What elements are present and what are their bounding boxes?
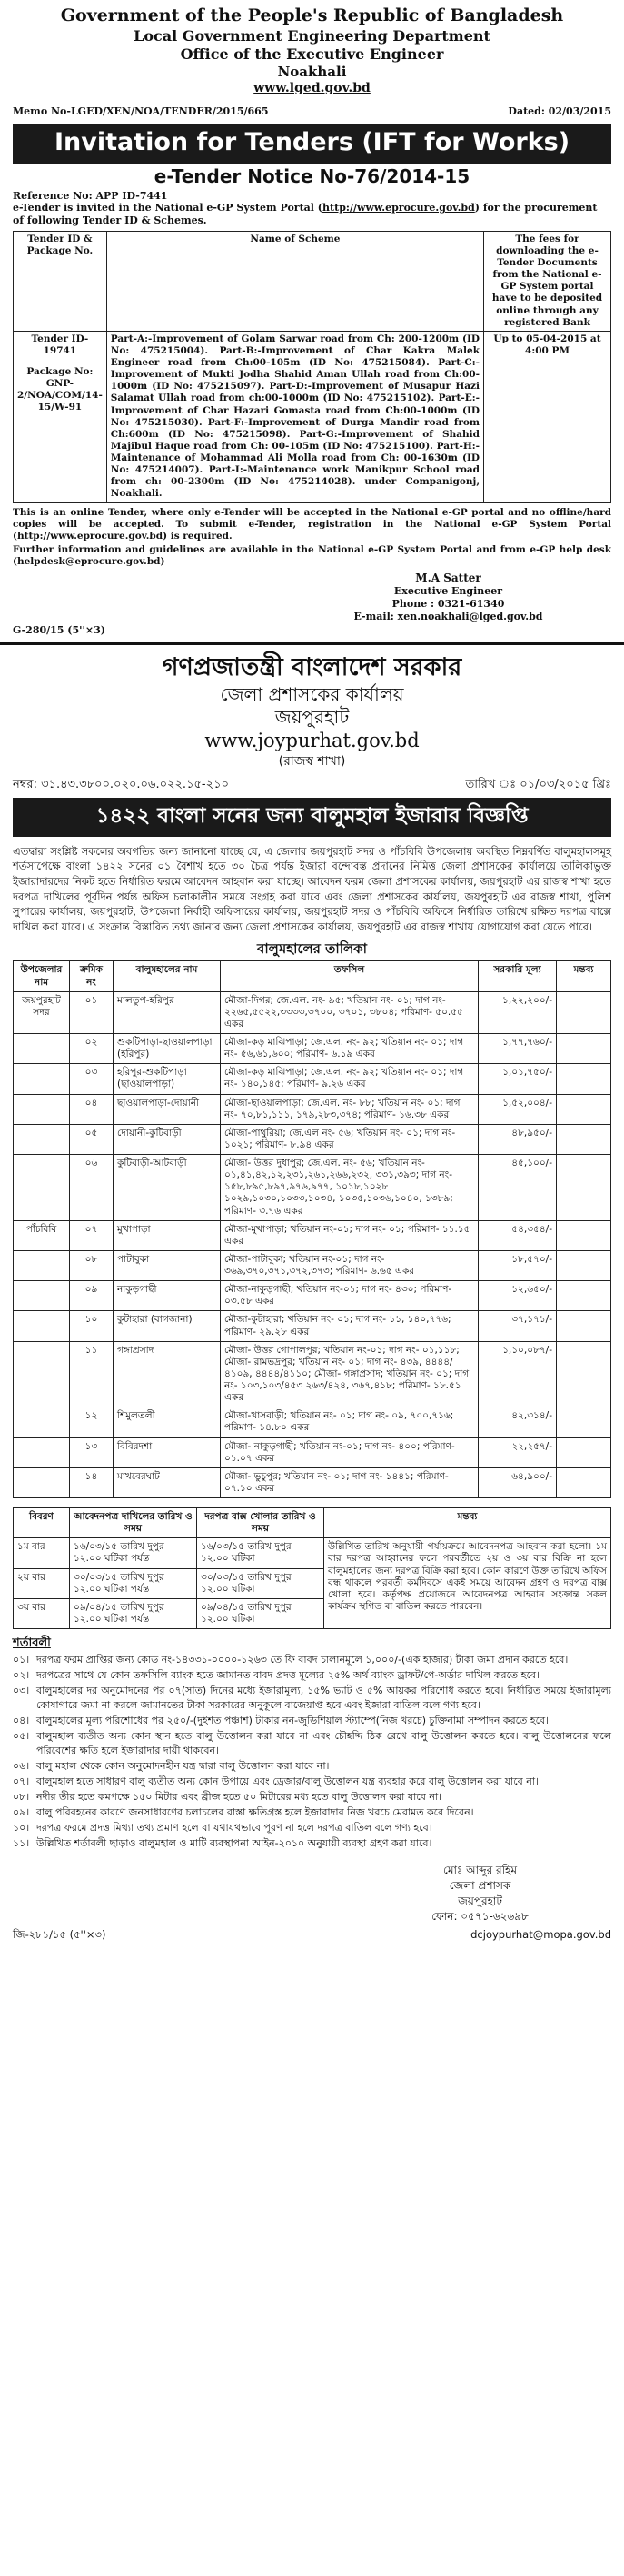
mahal-row bbox=[14, 1124, 611, 1154]
serial-cell: ১৩ bbox=[70, 1437, 114, 1467]
mahal-row bbox=[14, 1437, 611, 1467]
serial-cell: ০৮ bbox=[70, 1250, 114, 1280]
schedule-cell: মৌজা-নাকুড়গাছী; খতিয়ান নং-০১; দাগ নং- ৪৩০; পরিমাণ- ০৩.৫৮ একর bbox=[221, 1281, 479, 1311]
remark-cell bbox=[557, 1250, 611, 1280]
notice-intro: এতদ্বারা সংশ্লিষ্ট সকলের অবগতির জন্য জানানো যাচ্ছে যে, এ জেলার জয়পুরহাট সদর ও পাঁচবিবি উপজেলায় অবস্থিত নিম্নবর্ণিত বালুমহালসমূহ শর্তসাপেক্ষে বাংলা ১৪২২ সনের ০১ বৈশাখ হতে ৩০ চৈত্র পর্যন্ত ইজারা বন্দোবস্ত প্রদানের নিমিত্ত জেলা প্রশাসকের কার্যালয়ে তালিকাভুক্ত ইজারাদারদের নিকট হতে নির্ধারিত ফরমে আবেদন আহবান করা যাচ্ছে। আবেদন ফরম জেলা প্রশাসকের কার্যালয়, জয়পুরহাট এর রাজস্ব শাখা হতে দরপত্র দাখিলের পূর্বদিন পর্যন্ত অফিস চলাকালীন সময়ে সংগ্রহ করা যাবে এবং জেলা প্রশাসকের কার্যালয়, জয়পুরহাট এর রাজস্ব শাখা, পুলিশ সুপারের কার্যালয়, জয়পুরহাট, উপজেলা নির্বাহী অফিসারের কার্যালয়, জয়পুরহাট সদর ও পাঁচবিবি অফিসে নির্ধারিত তারিখে রক্ষিত দরপত্র বাক্সে দাখিল করা যাবে। এ সংক্রান্ত বিস্তারিত তথ্য জানার জন্য জেলা প্রশাসকের কার্যালয়, জয়পুরহাট এর রাজস্ব শাখায় যোগাযোগ করা যেতে পারে। bbox=[13, 844, 611, 933]
mahal-row bbox=[14, 1407, 611, 1437]
condition-number: ০২। bbox=[13, 1669, 30, 1682]
dc-phone: ফোন: ০৫৭১-৬২৬৯৮ bbox=[431, 1909, 529, 1923]
office-name-bn: জেলা প্রশাসকের কার্যালয় bbox=[220, 682, 404, 705]
upazila-cell bbox=[14, 1407, 70, 1437]
section-divider bbox=[0, 642, 624, 645]
memo-date: Dated: 02/03/2015 bbox=[508, 105, 611, 117]
signatory-email: E-mail: xen.noakhali@lged.gov.bd bbox=[353, 610, 543, 622]
mahal-name-cell: মালতুপ-হরিপুর bbox=[114, 991, 221, 1033]
price-cell: ৩৭,১৭১/- bbox=[479, 1311, 557, 1341]
scheme-cell: Part-A:-Improvement of Golam Sarwar road from Ch: 200-1200m (ID No: 475215004). Part-B:-Improvement of Char Kakra Malek Engineer road from Ch:00-105m (ID No: 475215084). Part-C:-Improvement of Mukti Jodha Shahid Aman Ullah road from Ch:00-1000m (ID No: 475215097). Part-D:-Improvement of Musapur Hazi Salamat Ullah road from ch:00-1000m (ID No: 475215102). Part-E:-Improvement of Char Hazari Gomasta road from Ch:00-1000m (ID No: 475215030). Part-F:-Improvement of Durga Mandir road from Ch:600m (ID No: 475215098). Part-G:-Improvement of Shahid Majibul Haque road from Ch: 00-105m (ID No: 475215100). Part-H:-Maintenance of Mohammad Ali Molla road from Ch: 00-1630m (ID No: 475214007). Part-I:-Maintenance work Manikpur School road from ch: 00-2300m (ID No: 475214028). under Companigonj, Noakhali. bbox=[106, 331, 483, 502]
mahal-name-cell: বিবিরদশা bbox=[114, 1437, 221, 1467]
condition-number: ০৯। bbox=[13, 1805, 30, 1818]
upazila-cell: পাঁচবিবি bbox=[14, 1220, 70, 1250]
schedule-cell: মৌজা-পাথুরিয়া; জে.এল নং- ৫৬; খতিয়ান নং- ০১; দাগ নং- ১০২১; পরিমাণ- ৮.৯৪ একর bbox=[221, 1124, 479, 1154]
mahal-name-cell: গঙ্গাপ্রসাদ bbox=[114, 1341, 221, 1407]
serial-cell: ০২ bbox=[70, 1034, 114, 1064]
price-cell: ৪২,৩১৪/- bbox=[479, 1407, 557, 1437]
mahal-table-header bbox=[14, 961, 611, 991]
signatory-name: M.A Satter bbox=[415, 572, 481, 585]
deadline-cell: Up to 05-04-2015 at 4:00 PM bbox=[484, 331, 611, 502]
condition-item bbox=[13, 1821, 611, 1835]
serial-cell: ০৭ bbox=[70, 1220, 114, 1250]
mahal-row bbox=[14, 991, 611, 1033]
price-cell: ৫৪,৩৫৪/- bbox=[479, 1220, 557, 1250]
mahal-name-cell: ছাওয়ালপাড়া-দোয়ানী bbox=[114, 1094, 221, 1124]
condition-number: ০৩। bbox=[13, 1685, 30, 1697]
col-sched-remark: মন্তব্য bbox=[324, 1508, 611, 1538]
eprocure-link: http://www.eprocure.gov.bd bbox=[322, 202, 475, 214]
condition-text: বালু মহাল থেকে কোন অনুমোদনহীন যন্ত্র দ্বারা বালু উত্তোলন করা যাবে না। bbox=[36, 1759, 330, 1772]
schedule-cell: মৌজা-দিগর; জে.এল. নং- ৯৫; খতিয়ান নং- ০১; দাগ নং- ২২৬৫,৫৫২২,৩৩৩৩,৩৭০০, ৩৭০১, ৩৮০৪; পরিমাণ- ৫০.৫৫ একর bbox=[221, 991, 479, 1033]
condition-text: বালুমহাল ব্যতীত অন্য কোন স্থান হতে বালু উত্তোলন করা যাবে না এবং চৌহদ্দি ঠিক রেখে বালু উত্তোলন করতে হবে। বালু উত্তোলনের ফলে পরিবেশের ক্ষতি হলে ইজারাদার দায়ী থাকবেন। bbox=[36, 1729, 611, 1756]
schedule-phase-cell: ২য় বার bbox=[14, 1568, 70, 1598]
price-cell: ৪৮,৯৫০/- bbox=[479, 1124, 557, 1154]
col-upazila: উপজেলার নাম bbox=[14, 961, 70, 991]
col-mahal-name: বালুমহালের নাম bbox=[114, 961, 221, 991]
col-schedule: তফসিল bbox=[221, 961, 479, 991]
upazila-cell bbox=[14, 1124, 70, 1154]
serial-cell: ০৩ bbox=[70, 1064, 114, 1094]
reference-number: Reference No: APP ID-7441 bbox=[13, 189, 168, 202]
mahal-row bbox=[14, 1155, 611, 1221]
mahal-row bbox=[14, 1281, 611, 1311]
upazila-cell bbox=[14, 1094, 70, 1124]
serial-cell: ০৯ bbox=[70, 1281, 114, 1311]
col-open: দরপত্র বাক্স খোলার তারিখ ও সময় bbox=[197, 1508, 324, 1538]
schedule-cell: মৌজা- উত্তর দুধাপুর; জে.এল. নং- ৫৬; খতিয়ান নং- ০১,৪১,৪২,১২,২৩১,২৬১,২৬৬,২৩২, ৩৩১,৩৯৩; দাগ নং- ১৫৮,৮৯৫,৮৯৭,৯৭৬,৯৭৭, ১০১৮,১০২৮ ১০২৯,১০৩০,১০৩৩,১০৩৪, ১০৩৫,১০৩৬,১০৪০, ১৩৮৯; পরিমাণ- ৩.৭৬ একর bbox=[221, 1155, 479, 1221]
mahal-name-cell: শুকটিপাড়া-ছাওয়ালপাড়া (হরিপুর) bbox=[114, 1034, 221, 1064]
condition-item bbox=[13, 1759, 611, 1774]
col-phase: বিবরণ bbox=[14, 1508, 70, 1538]
signatory-phone: Phone : 0321-61340 bbox=[391, 597, 505, 610]
signatory-title: Executive Engineer bbox=[393, 585, 503, 598]
condition-text: উল্লিখিত শর্তাবলী ছাড়াও বালুমহাল ও মাটি ব্যবস্থাপনা আইন-২০১০ অনুযায়ী ব্যবস্থা গ্রহণ করা যাবে। bbox=[36, 1836, 432, 1849]
gov-title-bn: গণপ্রজাতন্ত্রী বাংলাদেশ সরকার bbox=[162, 653, 462, 682]
schedule-cell: মৌজা-খাসবাড়ী; খতিয়ান নং- ০১; দাগ নং- ০৯, ৭০০,৭১৬; পরিমাণ- ১৪.৮০ একর bbox=[221, 1407, 479, 1437]
mahal-table bbox=[13, 960, 611, 1498]
remark-cell bbox=[557, 1281, 611, 1311]
mahal-row bbox=[14, 1064, 611, 1094]
price-cell: ১,১০,০৮৭/- bbox=[479, 1341, 557, 1407]
gov-title: Government of the People's Republic of Bangladesh bbox=[60, 5, 564, 25]
intro-pre: e-Tender is invited in the National e-GP System Portal ( bbox=[13, 202, 323, 214]
remark-cell bbox=[557, 1341, 611, 1407]
schedule-row bbox=[14, 1538, 611, 1568]
schedule-open-cell: ০৯/০৪/১৫ তারিখ দুপুর ১২.০০ ঘটিকা bbox=[197, 1598, 324, 1628]
notice-header bbox=[13, 652, 611, 771]
col-submit: আবেদনপত্র দাখিলের তারিখ ও সময় bbox=[70, 1508, 197, 1538]
price-cell: ১,৭৭,৭৬০/- bbox=[479, 1034, 557, 1064]
mahal-row bbox=[14, 1094, 611, 1124]
upazila-cell bbox=[14, 1155, 70, 1221]
schedule-cell: মৌজা-কড় মাঝিপাড়া; জে.এল. নং- ৯২; খতিয়ান নং- ০১; দাগ নং- ১৪০,১৪৫; পরিমাণ- ৯.২৬ একর bbox=[221, 1064, 479, 1094]
remark-cell bbox=[557, 1034, 611, 1064]
mahal-name-cell: মাখবেরঘাট bbox=[114, 1467, 221, 1497]
serial-cell: ০৪ bbox=[70, 1094, 114, 1124]
condition-text: বালু পরিবহনের কারণে জনসাধারণের চলাচলের রাস্তা ক্ষতিগ্রস্ত হলে ইজারাদার নিজ খরচে মেরামত করে দিবেন। bbox=[36, 1805, 474, 1818]
upazila-cell: জয়পুরহাট সদর bbox=[14, 991, 70, 1033]
notice-email: dcjoypurhat@mopa.gov.bd bbox=[470, 1927, 611, 1941]
condition-number: ১১। bbox=[13, 1836, 30, 1849]
condition-item bbox=[13, 1653, 611, 1667]
condition-number: ০৮। bbox=[13, 1790, 30, 1803]
col-fees: The fees for downloading the e-Tender Documents from the National e-GP System portal have to be deposited online through any registered Bank bbox=[484, 231, 611, 331]
remark-cell bbox=[557, 1064, 611, 1094]
notice-signature bbox=[349, 1863, 611, 1924]
condition-text: নদীর তীর হতে কমপক্ষে ১৫০ মিটার এবং ব্রীজ হতে ৫০ মিটারের মধ্য হতে বালু উত্তোলন করা যাবে না। bbox=[36, 1790, 442, 1803]
condition-item bbox=[13, 1775, 611, 1789]
condition-text: দরপত্রের সাথে যে কোন তফসিলি ব্যাংক হতে জামানত বাবদ প্রদত্ত মূল্যের ২৫% অর্থ ব্যাংক ড্রাফট/পে-অর্ডার দাখিল করতে হবে। bbox=[36, 1669, 540, 1682]
mahal-name-cell: পাটাবুকা bbox=[114, 1250, 221, 1280]
schedule-phase-cell: ৩য় বার bbox=[14, 1598, 70, 1628]
district-website: www.joypurhat.gov.bd bbox=[204, 729, 420, 751]
mahal-name-cell: হরিপুর-শুকটিপাড়া (ছাওয়ালপাড়া) bbox=[114, 1064, 221, 1094]
notice-date: তারিখ ঃ ০১/০৩/২০১৫ খ্রিঃ bbox=[465, 777, 611, 791]
condition-item bbox=[13, 1668, 611, 1683]
price-cell: ১,২২,২০০/- bbox=[479, 991, 557, 1033]
schedule-submit-cell: ৩০/০৩/১৫ তারিখ দুপুর ১২.০০ ঘটিকা পর্যন্ত bbox=[70, 1568, 197, 1598]
intro-text bbox=[13, 202, 611, 227]
branch-name: (রাজস্ব শাখা) bbox=[278, 754, 346, 770]
condition-text: দরপত্র ফরম প্রাপ্তির জন্য কোড নং-১৪৩৩১-০০০০-১২৬৩ তে ফি বাবদ চালানমূলে ১,০০০/-(এক হাজার) টাকা জমা প্রদান করতে হবে। bbox=[36, 1654, 569, 1666]
mahal-row bbox=[14, 1220, 611, 1250]
dc-title: জেলা প্রশাসক bbox=[449, 1879, 511, 1893]
serial-cell: ১৪ bbox=[70, 1467, 114, 1497]
condition-number: ০৭। bbox=[13, 1775, 30, 1787]
upazila-cell bbox=[14, 1281, 70, 1311]
mahal-name-cell: দোয়ানী-কুটিবাড়ী bbox=[114, 1124, 221, 1154]
schedule-cell: মৌজা- নাকুড়গাছী; খতিয়ান নং-০১; দাগ নং- ৪০০; পরিমাণ- ০১.০৭ একর bbox=[221, 1437, 479, 1467]
upazila-cell bbox=[14, 1034, 70, 1064]
schedule-table-body bbox=[14, 1538, 611, 1629]
condition-item bbox=[13, 1836, 611, 1851]
serial-cell: ০১ bbox=[70, 991, 114, 1033]
remark-cell bbox=[557, 1155, 611, 1221]
serial-cell: ১১ bbox=[70, 1341, 114, 1407]
schedule-cell: মৌজা-কুটাহারা; খতিয়ান নং- ০১; দাগ নং- ১১, ১৪০,৭৭৬; পরিমাণ- ২৯.২৮ একর bbox=[221, 1311, 479, 1341]
conditions-title: শর্তাবলী bbox=[13, 1636, 51, 1651]
condition-text: বালুমহালের দর অনুমোদনের পর ০৭(সাত) দিনের মধ্যে ইজারামূল্য, ১৫% ভ্যাট ও ৫% আয়কর পরিশোধ করতে হবে। নির্ধারিত সময়ে ইজারামূল্য কোষাগারে জমা না করলে জামানতের টাকা সরকারের অনুকূলে বাজেয়াপ্ত হবে এবং ইজারা বাতিল বলে গণ্য হবে। bbox=[36, 1685, 611, 1712]
lged-tender-notice bbox=[13, 5, 611, 637]
condition-number: ০৫। bbox=[13, 1729, 30, 1742]
tender-id-cell bbox=[14, 331, 107, 502]
tender-signature bbox=[285, 572, 611, 622]
tender-intro bbox=[13, 190, 611, 227]
intro-post: ) for the procurement of following Tender ID & Schemes. bbox=[13, 202, 598, 226]
mahal-name-cell: নাকুড়গাছী bbox=[114, 1281, 221, 1311]
remark-cell bbox=[557, 1437, 611, 1467]
tender-notes bbox=[13, 507, 611, 569]
schedule-cell: মৌজা- উত্তর গোপালপুর; খতিয়ান নং-০১; দাগ নং- ০১,১১৮; মৌজা- রামভদ্রপুর; খতিয়ান নং- ০১; দাগ নং- ৪৩৯, ৪৪৪৪/ ৪১০৯, ৪৪৪৪/৪১১০; মৌজা- গঙ্গাপ্রসাদ; খতিয়ান নং- ০১; দাগ নং- ১০৩,১০৩/৪৫৩ ২৬৩/৪২৪, ৩৬৭,৪১৮; পরিমাণ- ১৮.৫১ একর bbox=[221, 1341, 479, 1407]
condition-item bbox=[13, 1684, 611, 1713]
notice-ad-code: জি-২৮১/১৫ (৫''×৩) bbox=[13, 1927, 106, 1941]
schedule-submit-cell: ১৬/০৩/১৫ তারিখ দুপুর ১২.০০ ঘটিকা পর্যন্ত bbox=[70, 1538, 197, 1568]
notice-memo: নম্বর: ৩১.৪৩.৩৮০০.০২০.০৬.০২২.১৫-২১০ bbox=[13, 777, 229, 791]
schedule-cell: মৌজা-মুখাপাড়া; খতিয়ান নং-০১; দাগ নং- ০১; পরিমাণ- ১১.১৫ একর bbox=[221, 1220, 479, 1250]
notice-ref-line bbox=[13, 778, 611, 792]
memo-line bbox=[13, 105, 611, 118]
mahal-name-cell: মুখাপাড়া bbox=[114, 1220, 221, 1250]
schedule-table-header bbox=[14, 1508, 611, 1538]
col-serial: ক্রমিক নং bbox=[70, 961, 114, 991]
condition-item bbox=[13, 1729, 611, 1758]
condition-text: বালুমহাল হতে সাধারণ বালু ব্যতীত অন্য কোন উপায়ে এবং ড্রেজার/বালু উত্তোলন যন্ত্র ব্যবহার করে বালু উত্তোলন করা যাবে না। bbox=[36, 1775, 539, 1787]
condition-text: বালুমহালের মূল্য পরিশোধের পর ২৫০/-(দুইশত পঞ্চাশ) টাকার নন-জুডিশিয়াল স্ট্যাম্পে(নিজ খরচে) চুক্তিনামা সম্পাদন করতে হবে। bbox=[36, 1715, 550, 1727]
condition-number: ০১। bbox=[13, 1654, 30, 1666]
joypurhat-lease-notice bbox=[13, 652, 611, 1941]
ad-code: G-280/15 (5''×3) bbox=[13, 624, 105, 637]
mahal-row bbox=[14, 1341, 611, 1407]
schedule-cell: মৌজা-পাটাবুকা; খতিয়ান নং-০১; দাগ নং- ৩৬৯,৩৭০,৩৭১,৩৭২,৩৭৩; পরিমাণ- ৬.৬৫ একর bbox=[221, 1250, 479, 1280]
schedule-phase-cell: ১ম বার bbox=[14, 1538, 70, 1568]
tender-table-header bbox=[14, 231, 611, 331]
serial-cell: ০৫ bbox=[70, 1124, 114, 1154]
office-location: Noakhali bbox=[277, 63, 347, 80]
upazila-cell bbox=[14, 1341, 70, 1407]
department-name: Local Government Engineering Department bbox=[134, 26, 490, 45]
schedule-cell: মৌজা-ছাওয়ালপাড়া; জে.এল. নং- ৮৮; খতিয়ান নং- ০১; দাগ নং- ৭০,৮১,১১১, ১৭৯,২৮৩,৩৭৪; পরিমাণ- ১৬.৩৮ একর bbox=[221, 1094, 479, 1124]
price-cell: ১,৫২,০০৪/- bbox=[479, 1094, 557, 1124]
conditions-list bbox=[13, 1653, 611, 1850]
tender-id: Tender ID-19741 bbox=[31, 333, 89, 356]
price-cell: ১,০১,৭৫০/- bbox=[479, 1064, 557, 1094]
memo-number: Memo No-LGED/XEN/NOA/TENDER/2015/665 bbox=[13, 105, 269, 117]
price-cell: ৪৫,১০০/- bbox=[479, 1155, 557, 1221]
remark-cell bbox=[557, 1311, 611, 1341]
upazila-cell bbox=[14, 1250, 70, 1280]
remark-cell bbox=[557, 1407, 611, 1437]
upazila-cell bbox=[14, 1311, 70, 1341]
ift-banner: Invitation for Tenders (IFT for Works) bbox=[13, 124, 611, 164]
mahal-row bbox=[14, 1250, 611, 1280]
tender-header bbox=[13, 5, 611, 96]
lease-banner: ১৪২২ বাংলা সনের জন্য বালুমহাল ইজারার বিজ্ঞপ্তি bbox=[13, 798, 611, 837]
remark-cell bbox=[557, 1094, 611, 1124]
package-number: Package No: GNP-2/NOA/COM/14-15/W-91 bbox=[17, 366, 103, 413]
price-cell: ১৮,৫৭০/- bbox=[479, 1250, 557, 1280]
office-name: Office of the Executive Engineer bbox=[180, 45, 444, 63]
condition-item bbox=[13, 1805, 611, 1820]
mahal-table-title: বালুমহালের তালিকা bbox=[256, 940, 368, 957]
notice-footer bbox=[13, 1928, 611, 1941]
condition-number: ০৬। bbox=[13, 1759, 30, 1772]
condition-item bbox=[13, 1790, 611, 1805]
mahal-name-cell: শিমুলতলী bbox=[114, 1407, 221, 1437]
col-scheme: Name of Scheme bbox=[106, 231, 483, 331]
mahal-row bbox=[14, 1034, 611, 1064]
price-cell: ২২,২৫৭/- bbox=[479, 1437, 557, 1467]
price-cell: ৬৪,৯০০/- bbox=[479, 1467, 557, 1497]
col-remark: মন্তব্য bbox=[557, 961, 611, 991]
mahal-name-cell: কুটিবাড়ী-আটবাড়ী bbox=[114, 1155, 221, 1221]
tender-table-row bbox=[14, 331, 611, 502]
remark-cell bbox=[557, 1124, 611, 1154]
notice-number: e-Tender Notice No-76/2014-15 bbox=[154, 164, 470, 187]
serial-cell: ০৬ bbox=[70, 1155, 114, 1221]
schedule-cell: মৌজা- ভুচুপুর; খতিয়ান নং- ০১; দাগ নং- ১৪৪১; পরিমাণ- ০৭.১০ একর bbox=[221, 1467, 479, 1497]
dc-place: জয়পুরহাট bbox=[458, 1895, 502, 1908]
schedule-table bbox=[13, 1507, 611, 1629]
mahal-table-body bbox=[14, 991, 611, 1497]
office-website: www.lged.gov.bd bbox=[253, 80, 371, 95]
condition-item bbox=[13, 1714, 611, 1728]
condition-number: ১০। bbox=[13, 1821, 30, 1834]
mahal-name-cell: কুটাহারা (বাগজানা) bbox=[114, 1311, 221, 1341]
condition-number: ০৪। bbox=[13, 1715, 30, 1727]
upazila-cell bbox=[14, 1467, 70, 1497]
helpdesk-note: Further information and guidelines are available in the National e-GP System Portal and from e-GP help desk (helpdesk@eprocure.gov.bd) bbox=[13, 543, 611, 567]
col-price: সরকারি মূল্য bbox=[479, 961, 557, 991]
remark-cell bbox=[557, 991, 611, 1033]
remark-cell bbox=[557, 1220, 611, 1250]
mahal-row bbox=[14, 1467, 611, 1497]
schedule-remark-cell: উল্লিখিত তারিখ অনুযায়ী পর্যায়ক্রমে আবেদনপত্র আহবান করা হলো। ১ম বার দরপত্র আহ্বানের ফলে পরবর্তীতে ২য় ও ৩য় বার বিক্রি না হলে বালুমহালের জন্য দরপত্র বিক্রি করা হবে। কোন কারণে উক্ত তারিখে অফিস বন্ধ থাকলে পরবর্তী কর্মদিবসে একই সময়ে আবেদন গ্রহণ ও দরপত্র বাক্স খোলা হবে। কর্তৃপক্ষ প্রয়োজনে আবেদনপত্র আহবান সংক্রান্ত সকল কার্যক্রম স্থগিত বা বাতিল করতে পারবেন। bbox=[324, 1538, 611, 1629]
schedule-submit-cell: ০৯/০৪/১৫ তারিখ দুপুর ১২.০০ ঘটিকা পর্যন্ত bbox=[70, 1598, 197, 1628]
online-tender-note: This is an online Tender, where only e-Tender will be accepted in the National e-GP portal and no offline/hard copies will be accepted. To submit e-Tender, registration in the National e-GP System Portal (http://www.eprocure.gov.bd) is required. bbox=[13, 506, 611, 542]
district-name: জয়পুরহাট bbox=[274, 705, 350, 728]
mahal-row bbox=[14, 1311, 611, 1341]
schedule-open-cell: ৩০/০৩/১৫ তারিখ দুপুর ১২.০০ ঘটিকা bbox=[197, 1568, 324, 1598]
condition-text: দরপত্র ফরমে প্রদত্ত মিথ্যা তথ্য প্রমাণ হলে বা যথাযথভাবে পূরণ না হলে দরপত্র বাতিল বলে গণ্য হবে। bbox=[36, 1821, 432, 1834]
col-tender-id: Tender ID & Package No. bbox=[14, 231, 107, 331]
tender-table bbox=[13, 231, 611, 503]
schedule-open-cell: ১৬/০৩/১৫ তারিখ দুপুর ১২.০০ ঘটিকা bbox=[197, 1538, 324, 1568]
dc-name: মোঃ আব্দুর রহিম bbox=[442, 1864, 518, 1877]
price-cell: ১২,৬৫০/- bbox=[479, 1281, 557, 1311]
serial-cell: ১২ bbox=[70, 1407, 114, 1437]
upazila-cell bbox=[14, 1437, 70, 1467]
serial-cell: ১০ bbox=[70, 1311, 114, 1341]
remark-cell bbox=[557, 1467, 611, 1497]
schedule-cell: মৌজা-কড় মাঝিপাড়া; জে.এল. নং- ৯২; খতিয়ান নং- ০১; দাগ নং- ৫৬,৬১,৬০০; পরিমাণ- ৬.১৯ একর bbox=[221, 1034, 479, 1064]
upazila-cell bbox=[14, 1064, 70, 1094]
